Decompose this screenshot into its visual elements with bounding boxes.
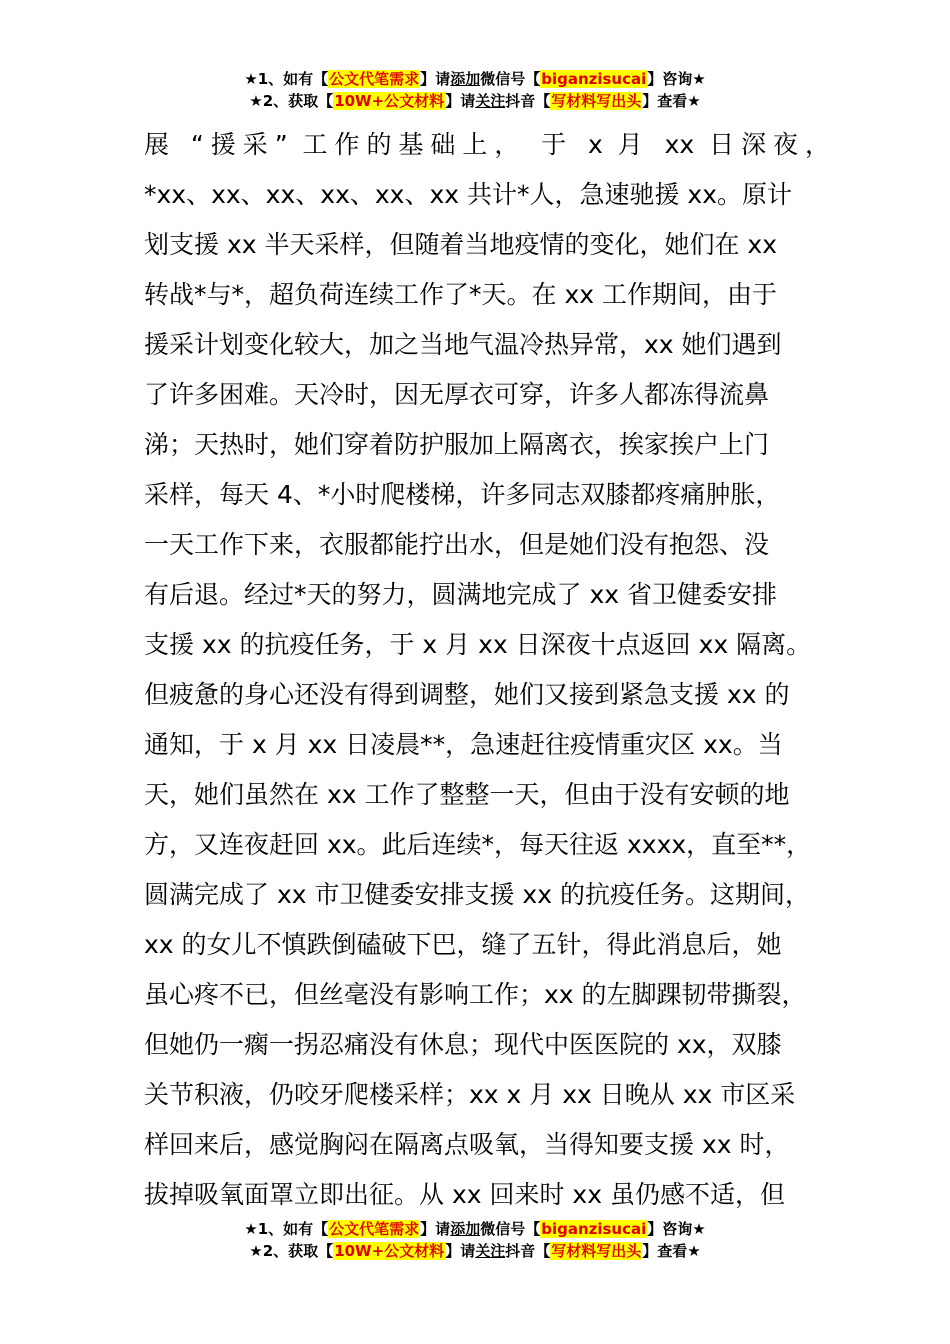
banner-text: ★1、如有【 xyxy=(244,70,329,88)
body-line: xx 的女儿不慎跌倒磕破下巴，缝了五针，得此消息后，她 xyxy=(144,930,782,959)
banner-underlined: 添加 xyxy=(450,70,481,88)
body-line: 关节积液，仍咬牙爬楼采样；xx x 月 xx 日晚从 xx 市区采 xyxy=(144,1080,796,1109)
banner-text: 微信号【 xyxy=(480,70,541,88)
body-line: 圆满完成了 xx 市卫健委安排支援 xx 的抗疫任务。这期间， xyxy=(144,880,810,909)
body-line: 涕；天热时，她们穿着防护服加上隔离衣，挨家挨户上门 xyxy=(144,430,770,459)
banner-underlined: 关注 xyxy=(475,92,506,110)
highlight-wechat-id: biganzisucai xyxy=(541,70,647,88)
banner-line-2 xyxy=(0,90,950,112)
highlight-douyin: 写材料写出头 xyxy=(551,1242,642,1260)
body-line: 采样，每天 4、*小时爬楼梯，许多同志双膝都疼痛肿胀， xyxy=(144,480,781,509)
body-line: 通知，于 x 月 xx 日凌晨**，急速赶往疫情重灾区 xx。当 xyxy=(144,730,783,759)
banner-line-1 xyxy=(0,1218,950,1240)
body-line: 转战*与*，超负荷连续工作了*天。在 xx 工作期间，由于 xyxy=(144,280,777,309)
header-banner xyxy=(0,68,950,112)
banner-line-1 xyxy=(0,68,950,90)
body-line: 天，她们虽然在 xx 工作了整整一天，但由于没有安顿的地 xyxy=(144,780,790,809)
banner-text: 】请 xyxy=(420,1220,451,1238)
body-line: 展 “援采” 工作的基础上， 于 x 月 xx 日深夜， xyxy=(144,130,830,159)
banner-text: ★2、获取【 xyxy=(249,92,334,110)
body-line: 但疲惫的身心还没有得到调整，她们又接到紧急支援 xx 的 xyxy=(144,680,790,709)
body-line: 了许多困难。天冷时，因无厚衣可穿，许多人都冻得流鼻 xyxy=(144,380,770,409)
highlight-materials: 10W+公文材料 xyxy=(334,92,445,110)
highlight-douyin: 写材料写出头 xyxy=(551,92,642,110)
body-line: 有后退。经过*天的努力，圆满地完成了 xx 省卫健委安排 xyxy=(144,580,777,609)
body-line: 但她仍一瘸一拐忍痛没有休息；现代中医医院的 xx，双膝 xyxy=(144,1030,782,1059)
highlight-service: 公文代笔需求 xyxy=(329,70,420,88)
banner-text: 抖音【 xyxy=(505,1242,551,1260)
banner-text: ★2、获取【 xyxy=(249,1242,334,1260)
banner-underlined: 添加 xyxy=(450,1220,481,1238)
highlight-service: 公文代笔需求 xyxy=(329,1220,420,1238)
body-line: 样回来后，感觉胸闷在隔离点吸氧，当得知要支援 xx 时， xyxy=(144,1130,790,1159)
banner-text: 】请 xyxy=(445,92,476,110)
body-line: 一天工作下来，衣服都能拧出水，但是她们没有抱怨、没 xyxy=(144,530,770,559)
banner-text: 抖音【 xyxy=(505,92,551,110)
banner-text: 】请 xyxy=(420,70,451,88)
body-line: 拔掉吸氧面罩立即出征。从 xx 回来时 xx 虽仍感不适，但 xyxy=(144,1180,785,1209)
banner-text: 】咨询★ xyxy=(647,70,706,88)
banner-text: ★1、如有【 xyxy=(244,1220,329,1238)
banner-text: 】请 xyxy=(445,1242,476,1260)
banner-underlined: 关注 xyxy=(475,1242,506,1260)
banner-text: 微信号【 xyxy=(480,1220,541,1238)
body-line: 方，又连夜赶回 xx。此后连续*，每天往返 xxxx，直至**， xyxy=(144,830,812,859)
footer-banner xyxy=(0,1218,950,1262)
body-line: *xx、xx、xx、xx、xx、xx 共计*人，急速驰援 xx。原计 xyxy=(144,180,793,209)
body-line: 支援 xx 的抗疫任务，于 x 月 xx 日深夜十点返回 xx 隔离。 xyxy=(144,630,812,659)
body-line: 划支援 xx 半天采样，但随着当地疫情的变化，她们在 xx xyxy=(144,230,778,259)
banner-text: 】查看★ xyxy=(642,92,701,110)
highlight-wechat-id: biganzisucai xyxy=(541,1220,647,1238)
document-body xyxy=(144,120,830,1220)
body-line: 虽心疼不已，但丝毫没有影响工作；xx 的左脚踝韧带撕裂， xyxy=(144,980,807,1009)
body-line: 援采计划变化较大，加之当地气温冷热异常，xx 她们遇到 xyxy=(144,330,782,359)
banner-text: 】咨询★ xyxy=(647,1220,706,1238)
highlight-materials: 10W+公文材料 xyxy=(334,1242,445,1260)
banner-text: 】查看★ xyxy=(642,1242,701,1260)
banner-line-2 xyxy=(0,1240,950,1262)
